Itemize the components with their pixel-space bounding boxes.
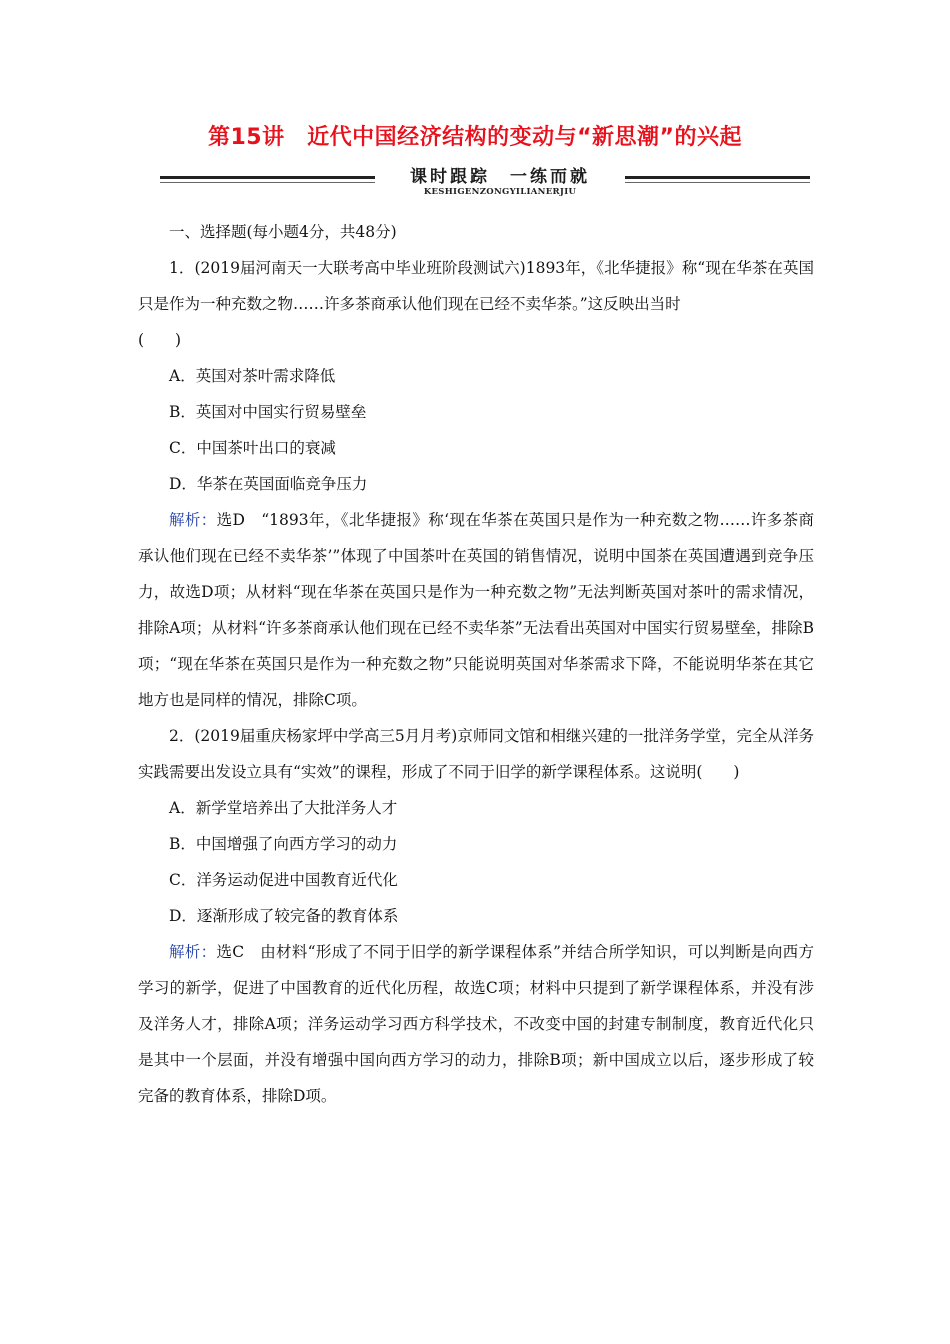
- banner-rule-left: [160, 176, 375, 179]
- question-2-option-b: B．中国增强了向西方学习的动力: [169, 835, 398, 853]
- banner-title: 课时跟踪 一练而就: [410, 167, 590, 187]
- banner-rule-right: [625, 176, 810, 179]
- banner-subtitle: KESHIGENZONGYILIANERJIU: [423, 187, 577, 197]
- banner-rule-left-thin: [160, 182, 375, 183]
- question-1-option-d: D．华茶在英国面临竞争压力: [169, 475, 368, 493]
- question-1-analysis-text: 选D “1893年，《北华捷报》称‘现在华茶在英国只是作为一种充数之物……许多茶商承认他们现在已经不卖华茶’”体现了中国茶叶在英国的销售情况，说明中国茶在英国遭遇到竞争压力，故选D项；从材料“现在华茶在英国只是作为一种充数之物”无法判断英国对茶叶的需求情况，排除A项；从材料“许多茶商承认他们现在已经不卖华茶”无法看出英国对中国实行贸易壁垒，排除B项；“现在华茶在英国只是作为一种充数之物”只能说明英国对华茶需求下降，不能说明华茶在其它地方也是同样的情况，排除C项。: [138, 511, 814, 709]
- question-1-blank: ( ): [138, 331, 182, 349]
- question-1-option-c: C．中国茶叶出口的衰减: [169, 439, 336, 457]
- question-2-stem: 2．(2019届重庆杨家坪中学高三5月月考)京师同文馆和相继兴建的一批洋务学堂，完全从洋务实践需要出发设立具有“实效”的课程，形成了不同于旧学的新学课程体系。这说明( ): [138, 727, 814, 781]
- banner-rule-right-thin: [625, 182, 810, 183]
- question-1-option-a: A．英国对茶叶需求降低: [169, 367, 336, 385]
- question-2-analysis: [138, 934, 814, 1114]
- question-2-analysis-label: 解析：: [169, 943, 217, 961]
- section-heading: 一、选择题(每小题4分，共48分): [169, 223, 397, 241]
- question-1-analysis-label: 解析：: [169, 511, 217, 529]
- question-1-stem-text: 1．(2019届河南天一大联考高中毕业班阶段测试六)1893年，《北华捷报》称“现在华茶在英国只是作为一种充数之物……许多茶商承认他们现在已经不卖华茶。”这反映出当时: [138, 259, 814, 313]
- question-2-option-c: C．洋务运动促进中国教育近代化: [169, 871, 398, 889]
- question-1-analysis: [138, 502, 814, 718]
- question-2-analysis-text: 选C 由材料“形成了不同于旧学的新学课程体系”并结合所学知识，可以判断是向西方学习的新学，促进了中国教育的近代化历程，故选C项；材料中只提到了新学课程体系，并没有涉及洋务人才，排除A项；洋务运动学习西方科学技术，不改变中国的封建专制制度，教育近代化只是其中一个层面，并没有增强中国向西方学习的动力，排除B项；新中国成立以后，逐步形成了较完备的教育体系，排除D项。: [138, 943, 814, 1105]
- question-2-option-d: D．逐渐形成了较完备的教育体系: [169, 907, 399, 925]
- question-1-option-b: B．英国对中国实行贸易壁垒: [169, 403, 367, 421]
- page-title: 第15讲 近代中国经济结构的变动与“新思潮”的兴起: [207, 125, 743, 150]
- section-banner: [160, 160, 810, 202]
- document-body: [138, 214, 814, 1114]
- question-2-option-a: A．新学堂培养出了大批洋务人才: [169, 799, 398, 817]
- question-1-stem: [138, 250, 814, 322]
